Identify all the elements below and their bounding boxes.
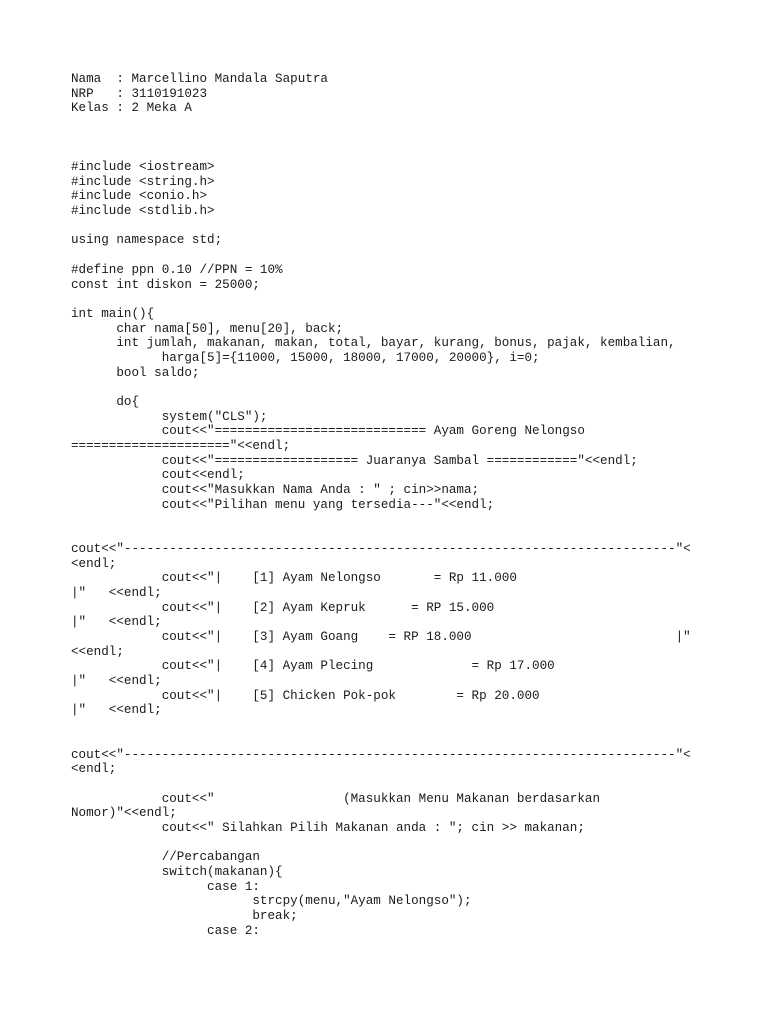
code-line: using namespace std;	[71, 233, 223, 248]
code-line: #include <conio.h>	[71, 189, 208, 204]
student-info	[71, 72, 751, 116]
code-line: |" <<endl;	[71, 585, 162, 600]
code-line	[71, 718, 751, 733]
code-line: cout<<"============================ Ayam Goreng Nelongso	[71, 424, 585, 439]
code-line: cout<<"| [4] Ayam Plecing = Rp 17.000	[71, 659, 555, 674]
code-line	[71, 777, 751, 792]
code-line	[71, 836, 751, 851]
code-line: |" <<endl;	[71, 615, 162, 630]
code-line: cout<<"=================== Juaranya Sambal ============"<<endl;	[71, 453, 638, 468]
code-line: do{	[71, 395, 140, 409]
code-line	[71, 219, 751, 234]
code-line: cout<<"| [2] Ayam Kepruk = RP 15.000	[71, 600, 495, 615]
code-line: case 2:	[71, 923, 260, 938]
info-line: Nama : Marcellino Mandala Saputra	[71, 72, 328, 86]
code-line: #define ppn 0.10 //PPN = 10%	[71, 262, 283, 277]
code-line: cout<<"-------------------------------------------------------------------------"<	[71, 747, 691, 762]
code-line	[71, 292, 751, 307]
code-line: |" <<endl;	[71, 674, 162, 689]
code-line	[71, 527, 751, 542]
source-code	[71, 160, 751, 938]
code-line: #include <string.h>	[71, 174, 215, 189]
code-line: ====================="<<endl;	[71, 439, 291, 454]
code-line: strcpy(menu,"Ayam Nelongso");	[71, 894, 472, 909]
code-line: cout<<"| [3] Ayam Goang = RP 18.000 |"	[71, 630, 691, 644]
code-line: harga[5]={11000, 15000, 18000, 17000, 20000}, i=0;	[71, 350, 540, 365]
code-line: #include <iostream>	[71, 160, 215, 174]
code-line: char nama[50], menu[20], back;	[71, 321, 344, 336]
code-line: <<endl;	[71, 644, 124, 659]
code-line	[71, 733, 751, 748]
code-line	[71, 380, 751, 395]
code-line: cout<<"| [5] Chicken Pok-pok = Rp 20.000	[71, 688, 540, 703]
code-line: system("CLS");	[71, 409, 268, 424]
code-line: cout<<"Pilihan menu yang tersedia---"<<endl;	[71, 497, 495, 512]
code-line: cout<<" Silahkan Pilih Makanan anda : "; cin >> makanan;	[71, 820, 585, 835]
code-line: break;	[71, 909, 298, 924]
code-line: int main(){	[71, 306, 155, 321]
code-line: //Percabangan	[71, 850, 260, 865]
code-line: const int diskon = 25000;	[71, 277, 260, 292]
code-line	[71, 513, 751, 528]
code-line: bool saldo;	[71, 365, 200, 380]
code-line: <endl;	[71, 556, 117, 571]
code-line: cout<<"-------------------------------------------------------------------------"<	[71, 541, 691, 556]
info-line: NRP : 3110191023	[71, 86, 208, 101]
code-line: <endl;	[71, 762, 117, 777]
code-line: case 1:	[71, 879, 260, 894]
code-line: #include <stdlib.h>	[71, 204, 215, 219]
code-line: cout<<"| [1] Ayam Nelongso = Rp 11.000	[71, 571, 517, 586]
info-line: Kelas : 2 Meka A	[71, 101, 192, 116]
code-line: int jumlah, makanan, makan, total, bayar, kurang, bonus, pajak, kembalian,	[71, 336, 676, 351]
code-line: cout<<"Masukkan Nama Anda : " ; cin>>nama;	[71, 483, 480, 498]
code-line: cout<<" (Masukkan Menu Makanan berdasarkan	[71, 791, 601, 806]
code-line: cout<<endl;	[71, 468, 245, 483]
code-line	[71, 248, 751, 263]
code-line: switch(makanan){	[71, 865, 283, 879]
code-line: Nomor)"<<endl;	[71, 806, 177, 821]
code-line: |" <<endl;	[71, 703, 162, 718]
